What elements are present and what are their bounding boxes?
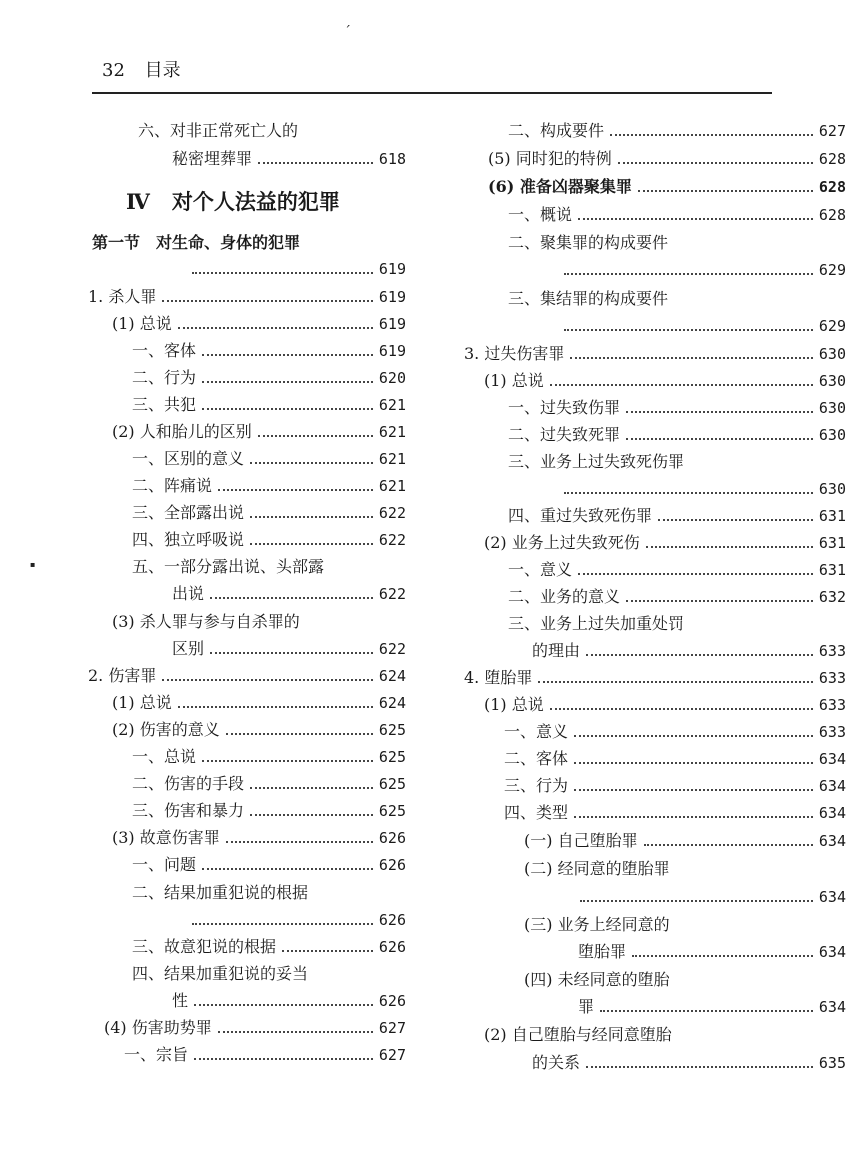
header-title: 目录 bbox=[144, 60, 181, 81]
toc-entry bbox=[508, 120, 846, 142]
toc-page-number: 626 bbox=[378, 938, 406, 956]
toc-entry-title: 二、客体 bbox=[504, 749, 569, 768]
toc-page-number: 621 bbox=[378, 477, 406, 495]
dot-leader bbox=[626, 438, 813, 440]
toc-page-number: 630 bbox=[818, 345, 846, 363]
dot-leader bbox=[574, 762, 813, 764]
toc-entry bbox=[504, 721, 846, 743]
toc-entry-title: (3) 杀人罪与参与自杀罪的 bbox=[112, 612, 300, 631]
section-page-line bbox=[192, 258, 406, 280]
toc-entry bbox=[504, 748, 846, 770]
toc-entry bbox=[172, 638, 406, 660]
dot-leader bbox=[210, 652, 373, 654]
toc-entry bbox=[532, 1052, 846, 1074]
toc-entry-title: 四、独立呼吸说 bbox=[132, 530, 245, 549]
toc-text-line bbox=[132, 963, 308, 985]
dot-leader bbox=[202, 760, 373, 762]
toc-entry bbox=[132, 746, 406, 768]
toc-page-number: 634 bbox=[818, 943, 846, 961]
toc-entry-title: (1) 总说 bbox=[484, 695, 544, 714]
toc-entry-title: (5) 同时犯的特例 bbox=[488, 149, 612, 168]
toc-page-number: 622 bbox=[378, 504, 406, 522]
toc-entry bbox=[508, 505, 846, 527]
dot-leader bbox=[178, 706, 373, 708]
toc-entry bbox=[112, 313, 406, 335]
dot-leader bbox=[626, 411, 813, 413]
toc-entry-title: (4) 伤害助势罪 bbox=[104, 1018, 212, 1037]
dot-leader bbox=[644, 844, 813, 846]
toc-page-number: 624 bbox=[378, 694, 406, 712]
toc-entry bbox=[508, 397, 846, 419]
dot-leader bbox=[258, 162, 373, 164]
toc-entry bbox=[564, 315, 846, 337]
dot-leader bbox=[610, 134, 813, 136]
toc-page-number: 624 bbox=[378, 667, 406, 685]
toc-page-number: 630 bbox=[818, 372, 846, 390]
toc-entry-title: 三、集结罪的构成要件 bbox=[508, 289, 669, 308]
part-title: 对个人法益的犯罪 bbox=[171, 189, 340, 214]
toc-entry-title: 一、问题 bbox=[132, 855, 197, 874]
dot-leader bbox=[202, 868, 373, 870]
toc-entry bbox=[564, 478, 846, 500]
dot-leader bbox=[178, 327, 373, 329]
toc-entry-title: 罪 bbox=[578, 997, 595, 1016]
toc-text-line bbox=[508, 451, 684, 473]
toc-entry bbox=[532, 640, 846, 662]
dot-leader bbox=[580, 900, 813, 902]
dot-leader bbox=[250, 516, 373, 518]
dot-leader bbox=[202, 381, 373, 383]
toc-page-number: 625 bbox=[378, 748, 406, 766]
toc-entry-title: 性 bbox=[172, 991, 189, 1010]
dot-leader bbox=[162, 679, 373, 681]
dot-leader bbox=[250, 787, 373, 789]
part-heading bbox=[126, 186, 340, 216]
toc-page-number: 631 bbox=[818, 534, 846, 552]
toc-page-number: 622 bbox=[378, 640, 406, 658]
toc-page-number: 628 bbox=[818, 150, 846, 168]
toc-entry-title: 第一节 对生命、身体的犯罪 bbox=[92, 233, 301, 252]
dot-leader bbox=[218, 1031, 373, 1033]
toc-entry-title: 六、对非正常死亡人的 bbox=[138, 121, 299, 140]
dot-leader bbox=[194, 1004, 373, 1006]
toc-entry-title: (二) 经同意的堕胎罪 bbox=[524, 859, 670, 878]
dot-leader bbox=[626, 600, 813, 602]
dot-leader bbox=[250, 814, 373, 816]
toc-entry-title: (3) 故意伤害罪 bbox=[112, 828, 220, 847]
toc-entry bbox=[112, 692, 406, 714]
toc-entry-title: 二、结果加重犯说的根据 bbox=[132, 883, 309, 902]
toc-page-number: 634 bbox=[818, 777, 846, 795]
toc-entry bbox=[524, 830, 846, 852]
toc-page-number: 622 bbox=[378, 531, 406, 549]
dot-leader bbox=[202, 354, 373, 356]
toc-entry bbox=[132, 502, 406, 524]
toc-entry bbox=[172, 583, 406, 605]
toc-entry-title: 二、聚集罪的构成要件 bbox=[508, 233, 669, 252]
dot-leader bbox=[586, 1066, 813, 1068]
toc-entry bbox=[192, 909, 406, 931]
dot-leader bbox=[550, 384, 813, 386]
toc-entry-title: 一、客体 bbox=[132, 341, 197, 360]
toc-entry bbox=[132, 448, 406, 470]
toc-text-line bbox=[524, 858, 670, 880]
dot-leader bbox=[574, 735, 813, 737]
toc-page-number: 630 bbox=[818, 399, 846, 417]
toc-page-number: 630 bbox=[818, 480, 846, 498]
toc-entry-title: 区别 bbox=[172, 639, 205, 658]
toc-page-number: 626 bbox=[378, 911, 406, 929]
toc-page-number: 622 bbox=[378, 585, 406, 603]
toc-page-number: 626 bbox=[378, 829, 406, 847]
toc-entry-title: 三、业务上过失致死伤罪 bbox=[508, 452, 685, 471]
toc-entry-title: 一、区别的意义 bbox=[132, 449, 245, 468]
header-rule bbox=[92, 92, 772, 94]
toc-entry-title: 五、一部分露出说、头部露 bbox=[132, 557, 325, 576]
toc-page-number: 619 bbox=[378, 315, 406, 333]
toc-page-number: 629 bbox=[818, 317, 846, 335]
dot-leader bbox=[538, 681, 813, 683]
toc-entry-title: (一) 自己堕胎罪 bbox=[524, 831, 638, 850]
toc-page-number: 619 bbox=[378, 342, 406, 360]
toc-entry-title: 四、重过失致死伤罪 bbox=[508, 506, 653, 525]
toc-entry-title: 出说 bbox=[172, 584, 205, 603]
toc-entry-title: 二、业务的意义 bbox=[508, 587, 621, 606]
toc-entry bbox=[112, 719, 406, 741]
toc-entry bbox=[88, 665, 406, 687]
toc-entry bbox=[132, 340, 406, 362]
toc-entry-title: 一、意义 bbox=[504, 722, 569, 741]
toc-entry-title: (1) 总说 bbox=[112, 314, 172, 333]
dot-leader bbox=[250, 462, 373, 464]
toc-page-number: 621 bbox=[378, 423, 406, 441]
toc-page-number: 632 bbox=[818, 588, 846, 606]
toc-entry-title: 一、宗旨 bbox=[124, 1045, 189, 1064]
toc-entry bbox=[580, 886, 846, 908]
section-heading bbox=[92, 232, 300, 254]
dot-leader bbox=[192, 272, 373, 274]
toc-page-number: 626 bbox=[378, 856, 406, 874]
part-numeral: Ⅳ bbox=[126, 189, 150, 214]
toc-text-line bbox=[508, 232, 668, 254]
toc-entry-title: 三、全部露出说 bbox=[132, 503, 245, 522]
toc-entry-title: 四、结果加重犯说的妥当 bbox=[132, 964, 309, 983]
toc-entry-title: 三、业务上过失加重处罚 bbox=[508, 614, 685, 633]
toc-text-line bbox=[484, 1024, 672, 1046]
dot-leader bbox=[574, 789, 813, 791]
toc-entry-title: 二、过失致死罪 bbox=[508, 425, 621, 444]
toc-page-number: 625 bbox=[378, 802, 406, 820]
toc-text-line bbox=[132, 882, 308, 904]
toc-text-line bbox=[508, 613, 684, 635]
toc-entry-title: (2) 人和胎儿的区别 bbox=[112, 422, 252, 441]
toc-entry-title: 2. 伤害罪 bbox=[88, 666, 157, 685]
toc-entry-title: 的关系 bbox=[532, 1053, 581, 1072]
toc-entry bbox=[484, 370, 846, 392]
toc-entry bbox=[508, 424, 846, 446]
toc-entry bbox=[124, 1044, 406, 1066]
toc-page-number: 631 bbox=[818, 507, 846, 525]
toc-text-line bbox=[138, 120, 298, 142]
dot-leader bbox=[194, 1058, 373, 1060]
toc-entry bbox=[132, 936, 406, 958]
toc-page-number: 633 bbox=[818, 723, 846, 741]
toc-page-number: 634 bbox=[818, 888, 846, 906]
dot-leader bbox=[586, 654, 813, 656]
toc-text-line bbox=[112, 611, 300, 633]
toc-page-number: 625 bbox=[378, 775, 406, 793]
toc-entry bbox=[104, 1017, 406, 1039]
toc-entry bbox=[464, 343, 846, 365]
page-number: 32 bbox=[102, 60, 125, 81]
toc-entry bbox=[132, 367, 406, 389]
toc-page-number: 620 bbox=[378, 369, 406, 387]
toc-entry-title: 三、伤害和暴力 bbox=[132, 801, 245, 820]
toc-page-number: 627 bbox=[378, 1046, 406, 1064]
dot-leader bbox=[638, 190, 813, 192]
toc-entry-title: 四、类型 bbox=[504, 803, 569, 822]
dot-leader bbox=[564, 273, 813, 275]
dot-leader bbox=[258, 435, 373, 437]
toc-entry-title: 二、伤害的手段 bbox=[132, 774, 245, 793]
toc-entry bbox=[484, 532, 846, 554]
toc-entry-title: 一、过失致伤罪 bbox=[508, 398, 621, 417]
toc-page-number: 630 bbox=[818, 426, 846, 444]
dot-leader bbox=[646, 546, 813, 548]
dot-leader bbox=[226, 841, 373, 843]
toc-entry bbox=[564, 259, 846, 281]
toc-page-number: 628 bbox=[818, 178, 846, 196]
toc-entry bbox=[484, 694, 846, 716]
toc-entry-title: 二、阵痛说 bbox=[132, 476, 213, 495]
toc-page-number: 619 bbox=[378, 260, 406, 278]
dot-leader bbox=[564, 492, 813, 494]
dot-leader bbox=[574, 816, 813, 818]
toc-page-number: 633 bbox=[818, 696, 846, 714]
toc-entry-title: 堕胎罪 bbox=[578, 942, 627, 961]
dot-leader bbox=[192, 923, 373, 925]
toc-entry bbox=[488, 176, 846, 198]
stray-mark-left: ▪ bbox=[30, 560, 36, 569]
dot-leader bbox=[658, 519, 813, 521]
toc-entry-title: (三) 业务上经同意的 bbox=[524, 915, 670, 934]
toc-text-line bbox=[508, 288, 668, 310]
toc-entry bbox=[132, 800, 406, 822]
toc-entry bbox=[112, 827, 406, 849]
toc-page-number: 634 bbox=[818, 750, 846, 768]
dot-leader bbox=[578, 573, 813, 575]
toc-entry-title: 二、构成要件 bbox=[508, 121, 605, 140]
toc-entry-title: (1) 总说 bbox=[484, 371, 544, 390]
toc-entry bbox=[132, 529, 406, 551]
toc-entry-title: 二、行为 bbox=[132, 368, 197, 387]
running-header bbox=[102, 56, 181, 82]
toc-entry bbox=[488, 148, 846, 170]
toc-page-number: 629 bbox=[818, 261, 846, 279]
stray-mark-top: ˊ bbox=[344, 24, 351, 40]
toc-entry bbox=[112, 421, 406, 443]
dot-leader bbox=[570, 357, 813, 359]
dot-leader bbox=[162, 300, 373, 302]
toc-entry-title: (6) 准备凶器聚集罪 bbox=[488, 177, 632, 196]
toc-entry-title: (2) 业务上过失致死伤 bbox=[484, 533, 640, 552]
toc-entry bbox=[132, 475, 406, 497]
toc-entry bbox=[504, 775, 846, 797]
toc-entry-title: 的理由 bbox=[532, 641, 581, 660]
toc-entry bbox=[132, 394, 406, 416]
dot-leader bbox=[226, 733, 373, 735]
toc-page-number: 621 bbox=[378, 396, 406, 414]
toc-entry bbox=[132, 773, 406, 795]
toc-page-number: 619 bbox=[378, 288, 406, 306]
toc-entry bbox=[508, 204, 846, 226]
toc-entry bbox=[504, 802, 846, 824]
toc-entry-title: 一、意义 bbox=[508, 560, 573, 579]
toc-page-number: 627 bbox=[378, 1019, 406, 1037]
toc-page-number: 633 bbox=[818, 669, 846, 687]
toc-entry bbox=[172, 148, 406, 170]
toc-page-number: 625 bbox=[378, 721, 406, 739]
dot-leader bbox=[564, 329, 813, 331]
toc-page-number: 634 bbox=[818, 832, 846, 850]
toc-entry bbox=[508, 559, 846, 581]
toc-entry bbox=[508, 586, 846, 608]
dot-leader bbox=[578, 218, 813, 220]
toc-page-number: 631 bbox=[818, 561, 846, 579]
toc-page-number: 627 bbox=[818, 122, 846, 140]
toc-entry-title: 三、行为 bbox=[504, 776, 569, 795]
dot-leader bbox=[282, 950, 373, 952]
toc-entry-title: (2) 伤害的意义 bbox=[112, 720, 220, 739]
toc-entry bbox=[464, 667, 846, 689]
toc-entry-title: 一、概说 bbox=[508, 205, 573, 224]
dot-leader bbox=[632, 955, 813, 957]
toc-page-number: 634 bbox=[818, 998, 846, 1016]
toc-entry-title: 3. 过失伤害罪 bbox=[464, 344, 565, 363]
toc-entry bbox=[172, 990, 406, 1012]
toc-entry bbox=[132, 854, 406, 876]
toc-page-number: 621 bbox=[378, 450, 406, 468]
toc-text-line bbox=[524, 969, 670, 991]
toc-page-number: 618 bbox=[378, 150, 406, 168]
toc-entry-title: (四) 未经同意的堕胎 bbox=[524, 970, 670, 989]
toc-entry-title: 秘密埋葬罪 bbox=[172, 149, 253, 168]
toc-page-number: 634 bbox=[818, 804, 846, 822]
toc-entry bbox=[578, 996, 846, 1018]
toc-entry-title: (2) 自己堕胎与经同意堕胎 bbox=[484, 1025, 672, 1044]
toc-page-number: 628 bbox=[818, 206, 846, 224]
toc-entry-title: (1) 总说 bbox=[112, 693, 172, 712]
toc-entry-title: 三、故意犯说的根据 bbox=[132, 937, 277, 956]
dot-leader bbox=[550, 708, 813, 710]
dot-leader bbox=[618, 162, 813, 164]
toc-page-number: 633 bbox=[818, 642, 846, 660]
toc-entry bbox=[88, 286, 406, 308]
toc-page-number: 626 bbox=[378, 992, 406, 1010]
toc-text-line bbox=[132, 556, 324, 578]
toc-entry-title: 4. 堕胎罪 bbox=[464, 668, 533, 687]
dot-leader bbox=[250, 543, 373, 545]
dot-leader bbox=[218, 489, 373, 491]
toc-entry-title: 一、总说 bbox=[132, 747, 197, 766]
toc-entry-title: 1. 杀人罪 bbox=[88, 287, 157, 306]
toc-text-line bbox=[524, 914, 670, 936]
toc-entry-title: 三、共犯 bbox=[132, 395, 197, 414]
dot-leader bbox=[600, 1010, 813, 1012]
dot-leader bbox=[202, 408, 373, 410]
toc-page-number: 635 bbox=[818, 1054, 846, 1072]
dot-leader bbox=[210, 597, 373, 599]
toc-entry bbox=[578, 941, 846, 963]
